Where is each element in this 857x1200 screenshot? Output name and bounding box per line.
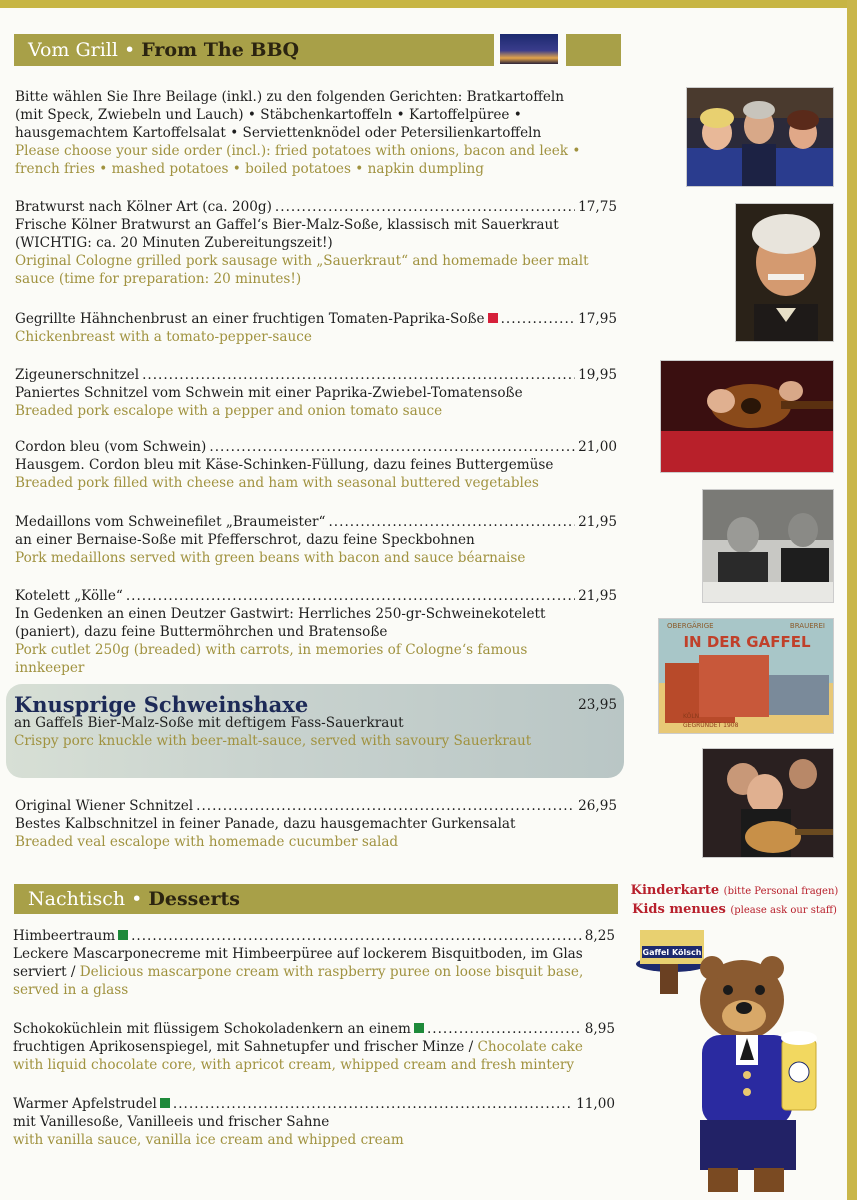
leader-dots	[275, 198, 575, 216]
item-desc-de: serviert /	[13, 964, 80, 980]
item-desc-de: (WICHTIG: ca. 20 Minuten Zubereitungszeit!)	[15, 235, 333, 251]
photo-guitarist-party	[702, 748, 834, 858]
kids-note-en: (please ask our staff)	[730, 905, 837, 916]
item-desc-de: Bestes Kalbschnitzel in feiner Panade, dazu hausgemachter Gurkensalat	[15, 816, 516, 832]
item-desc-de: In Gedenken an einen Deutzer Gastwirt: Herrliches 250-gr-Schweinekotelett	[15, 606, 546, 622]
intro-de-line: Bitte wählen Sie Ihre Beilage (inkl.) zu den folgenden Gerichten: Bratkartoffeln	[15, 89, 565, 105]
green-marker-icon	[160, 1098, 170, 1108]
dessert-himbeertraum	[13, 927, 615, 999]
bear-waiter-mascot	[632, 920, 832, 1195]
dessert-schokokuechlein	[13, 1020, 615, 1074]
item-price: 26,95	[578, 798, 617, 814]
item-desc-de: Leckere Mascarponecreme mit Himbeerpüree auf lockerem Bisquitboden, im Glas	[13, 946, 583, 962]
green-marker-icon	[414, 1023, 424, 1033]
section-title-en: Desserts	[148, 888, 240, 910]
item-desc-de: an einer Bernaise-Soße mit Pfefferschrot, dazu feine Speckbohnen	[15, 532, 475, 548]
item-desc-en: with liquid chocolate core, with apricot cream, whipped cream and fresh mintery	[13, 1057, 575, 1073]
item-name: Warmer Apfelstrudel	[13, 1096, 157, 1112]
item-desc-de: mit Vanillesoße, Vanilleeis und frischer Sahne	[13, 1114, 330, 1130]
item-price: 8,25	[584, 928, 615, 944]
photo-vintage-diners	[702, 489, 834, 603]
leader-dots	[501, 310, 575, 328]
item-desc-de: Hausgem. Cordon bleu mit Käse-Schinken-Füllung, dazu feines Buttergemüse	[15, 457, 554, 473]
leader-dots	[196, 797, 575, 815]
item-name: Gegrillte Hähnchenbrust an einer fruchtigen Tomaten-Paprika-Soße	[15, 311, 485, 327]
side-order-intro	[15, 88, 620, 178]
item-desc-en: innkeeper	[15, 660, 85, 676]
leader-dots	[209, 438, 575, 456]
photo-three-people	[686, 87, 834, 187]
red-marker-icon	[488, 313, 498, 323]
item-name: Kotelett „Kölle“	[15, 588, 123, 604]
item-price: 21,95	[578, 514, 617, 530]
item-desc-de: Frische Kölner Bratwurst an Gaffel‘s Bier-Malz-Soße, klassisch mit Sauerkraut	[15, 217, 559, 233]
item-desc-de: an Gaffels Bier-Malz-Soße mit deftigem Fass-Sauerkraut	[14, 715, 404, 731]
item-price: 21,00	[578, 439, 617, 455]
header-bar-tail	[566, 34, 621, 66]
leader-dots	[427, 1020, 582, 1038]
item-name: Schokoküchlein mit flüssigem Schokoladenkern an einem	[13, 1021, 411, 1037]
item-desc-en: Crispy porc knuckle with beer-malt-sauce, served with savoury Sauerkraut	[14, 733, 532, 749]
section-title-de: Nachtisch	[28, 888, 126, 910]
page-right-border	[847, 0, 857, 1200]
item-desc-de: fruchtigen Aprikosenspiegel, mit Sahnetupfer und frischer Minze /	[13, 1039, 478, 1055]
kids-note-de: (bitte Personal fragen)	[723, 886, 839, 897]
green-marker-icon	[118, 930, 128, 940]
tray-label: Gaffel Kölsch	[642, 948, 702, 957]
item-desc-en: sauce (time for preparation: 20 minutes!)	[15, 271, 302, 287]
poster-caption: OBERGÄRIGE	[667, 622, 714, 630]
leader-dots	[328, 513, 575, 531]
item-price: 17,75	[578, 199, 617, 215]
item-price: 21,95	[578, 588, 617, 604]
menu-item-schweinshaxe	[14, 692, 617, 750]
photo-guitar-player	[660, 360, 834, 473]
item-name: Medaillons vom Schweinefilet „Braumeister“	[15, 514, 326, 530]
menu-item-cordon-bleu	[15, 438, 617, 492]
item-name: Knusprige Schweinshaxe	[14, 692, 309, 717]
poster-caption: KÖLN	[683, 713, 700, 720]
photo-smiling-man	[735, 203, 834, 342]
item-desc-en: Chocolate cake	[477, 1039, 583, 1055]
item-price: 19,95	[578, 367, 617, 383]
item-price: 8,95	[584, 1021, 615, 1037]
kids-title-en: Kids menues	[632, 902, 726, 917]
item-price: 11,00	[576, 1096, 615, 1112]
section-title-de: Vom Grill	[28, 39, 118, 61]
page-top-border	[0, 0, 857, 8]
leader-dots	[131, 927, 582, 945]
intro-de-line: hausgemachtem Kartoffelsalat • Serviettenknödel oder Petersilienkartoffeln	[15, 125, 542, 141]
item-desc-en: Breaded veal escalope with homemade cucumber salad	[15, 834, 399, 850]
section-title-en: From The BBQ	[141, 39, 300, 61]
intro-en-line: Please choose your side order (incl.): fried potatoes with onions, bacon and leek •	[15, 143, 581, 159]
menu-item-wiener-schnitzel	[15, 797, 617, 851]
menu-item-medaillons	[15, 513, 617, 567]
poster-title: IN DER GAFFEL	[683, 633, 811, 651]
intro-en-line: french fries • mashed potatoes • boiled potatoes • napkin dumpling	[15, 161, 485, 177]
section-separator: •	[131, 888, 143, 910]
item-name: Himbeertraum	[13, 928, 116, 944]
cologne-skyline-thumbnail	[500, 34, 558, 64]
section-header-desserts	[14, 884, 618, 914]
menu-item-zigeunerschnitzel	[15, 366, 617, 420]
item-desc-de: (paniert), dazu feine Buttermöhrchen und Bratensoße	[15, 624, 388, 640]
item-desc-en: Breaded pork escalope with a pepper and onion tomato sauce	[15, 403, 443, 419]
item-desc-en: Pork medaillons served with green beans with bacon and sauce béarnaise	[15, 550, 526, 566]
leader-dots	[142, 366, 575, 384]
item-name: Zigeunerschnitzel	[15, 367, 140, 383]
item-price: 23,95	[578, 697, 617, 713]
kids-menu-note	[627, 882, 842, 920]
item-desc-de: Paniertes Schnitzel vom Schwein mit einer Paprika-Zwiebel-Tomatensoße	[15, 385, 523, 401]
item-name: Cordon bleu (vom Schwein)	[15, 439, 207, 455]
poster-caption: BRAUEREI	[789, 622, 825, 630]
item-desc-en: Delicious mascarpone cream with raspberry puree on loose bisquit base,	[79, 964, 584, 980]
item-desc-en: served in a glass	[13, 982, 129, 998]
intro-de-line: (mit Speck, Zwiebeln und Lauch) • Stäbchenkartoffeln • Kartoffelpüree •	[15, 107, 522, 123]
leader-dots	[173, 1095, 573, 1113]
leader-dots	[126, 587, 575, 605]
dessert-apfelstrudel	[13, 1095, 615, 1149]
poster-caption: GEGRÜNDET 1908	[683, 722, 739, 729]
item-desc-en: Chickenbreast with a tomato-pepper-sauce	[15, 329, 312, 345]
item-name: Bratwurst nach Kölner Art (ca. 200g)	[15, 199, 272, 215]
item-name: Original Wiener Schnitzel	[15, 798, 194, 814]
item-desc-en: with vanilla sauce, vanilla ice cream and whipped cream	[13, 1132, 404, 1148]
item-desc-en: Original Cologne grilled pork sausage with „Sauerkraut“ and homemade beer malt	[15, 253, 589, 269]
gaffel-brewery-poster	[658, 618, 834, 734]
section-separator: •	[123, 39, 136, 61]
section-header-grill	[14, 34, 494, 66]
menu-item-chicken	[15, 310, 617, 346]
menu-item-bratwurst	[15, 198, 617, 288]
menu-item-kotelett	[15, 587, 617, 677]
item-desc-en: Breaded pork filled with cheese and ham with seasonal buttered vegetables	[15, 475, 539, 491]
item-price: 17,95	[578, 311, 617, 327]
kids-title-de: Kinderkarte	[630, 883, 720, 898]
item-desc-en: Pork cutlet 250g (breaded) with carrots, in memories of Cologne‘s famous	[15, 642, 528, 658]
